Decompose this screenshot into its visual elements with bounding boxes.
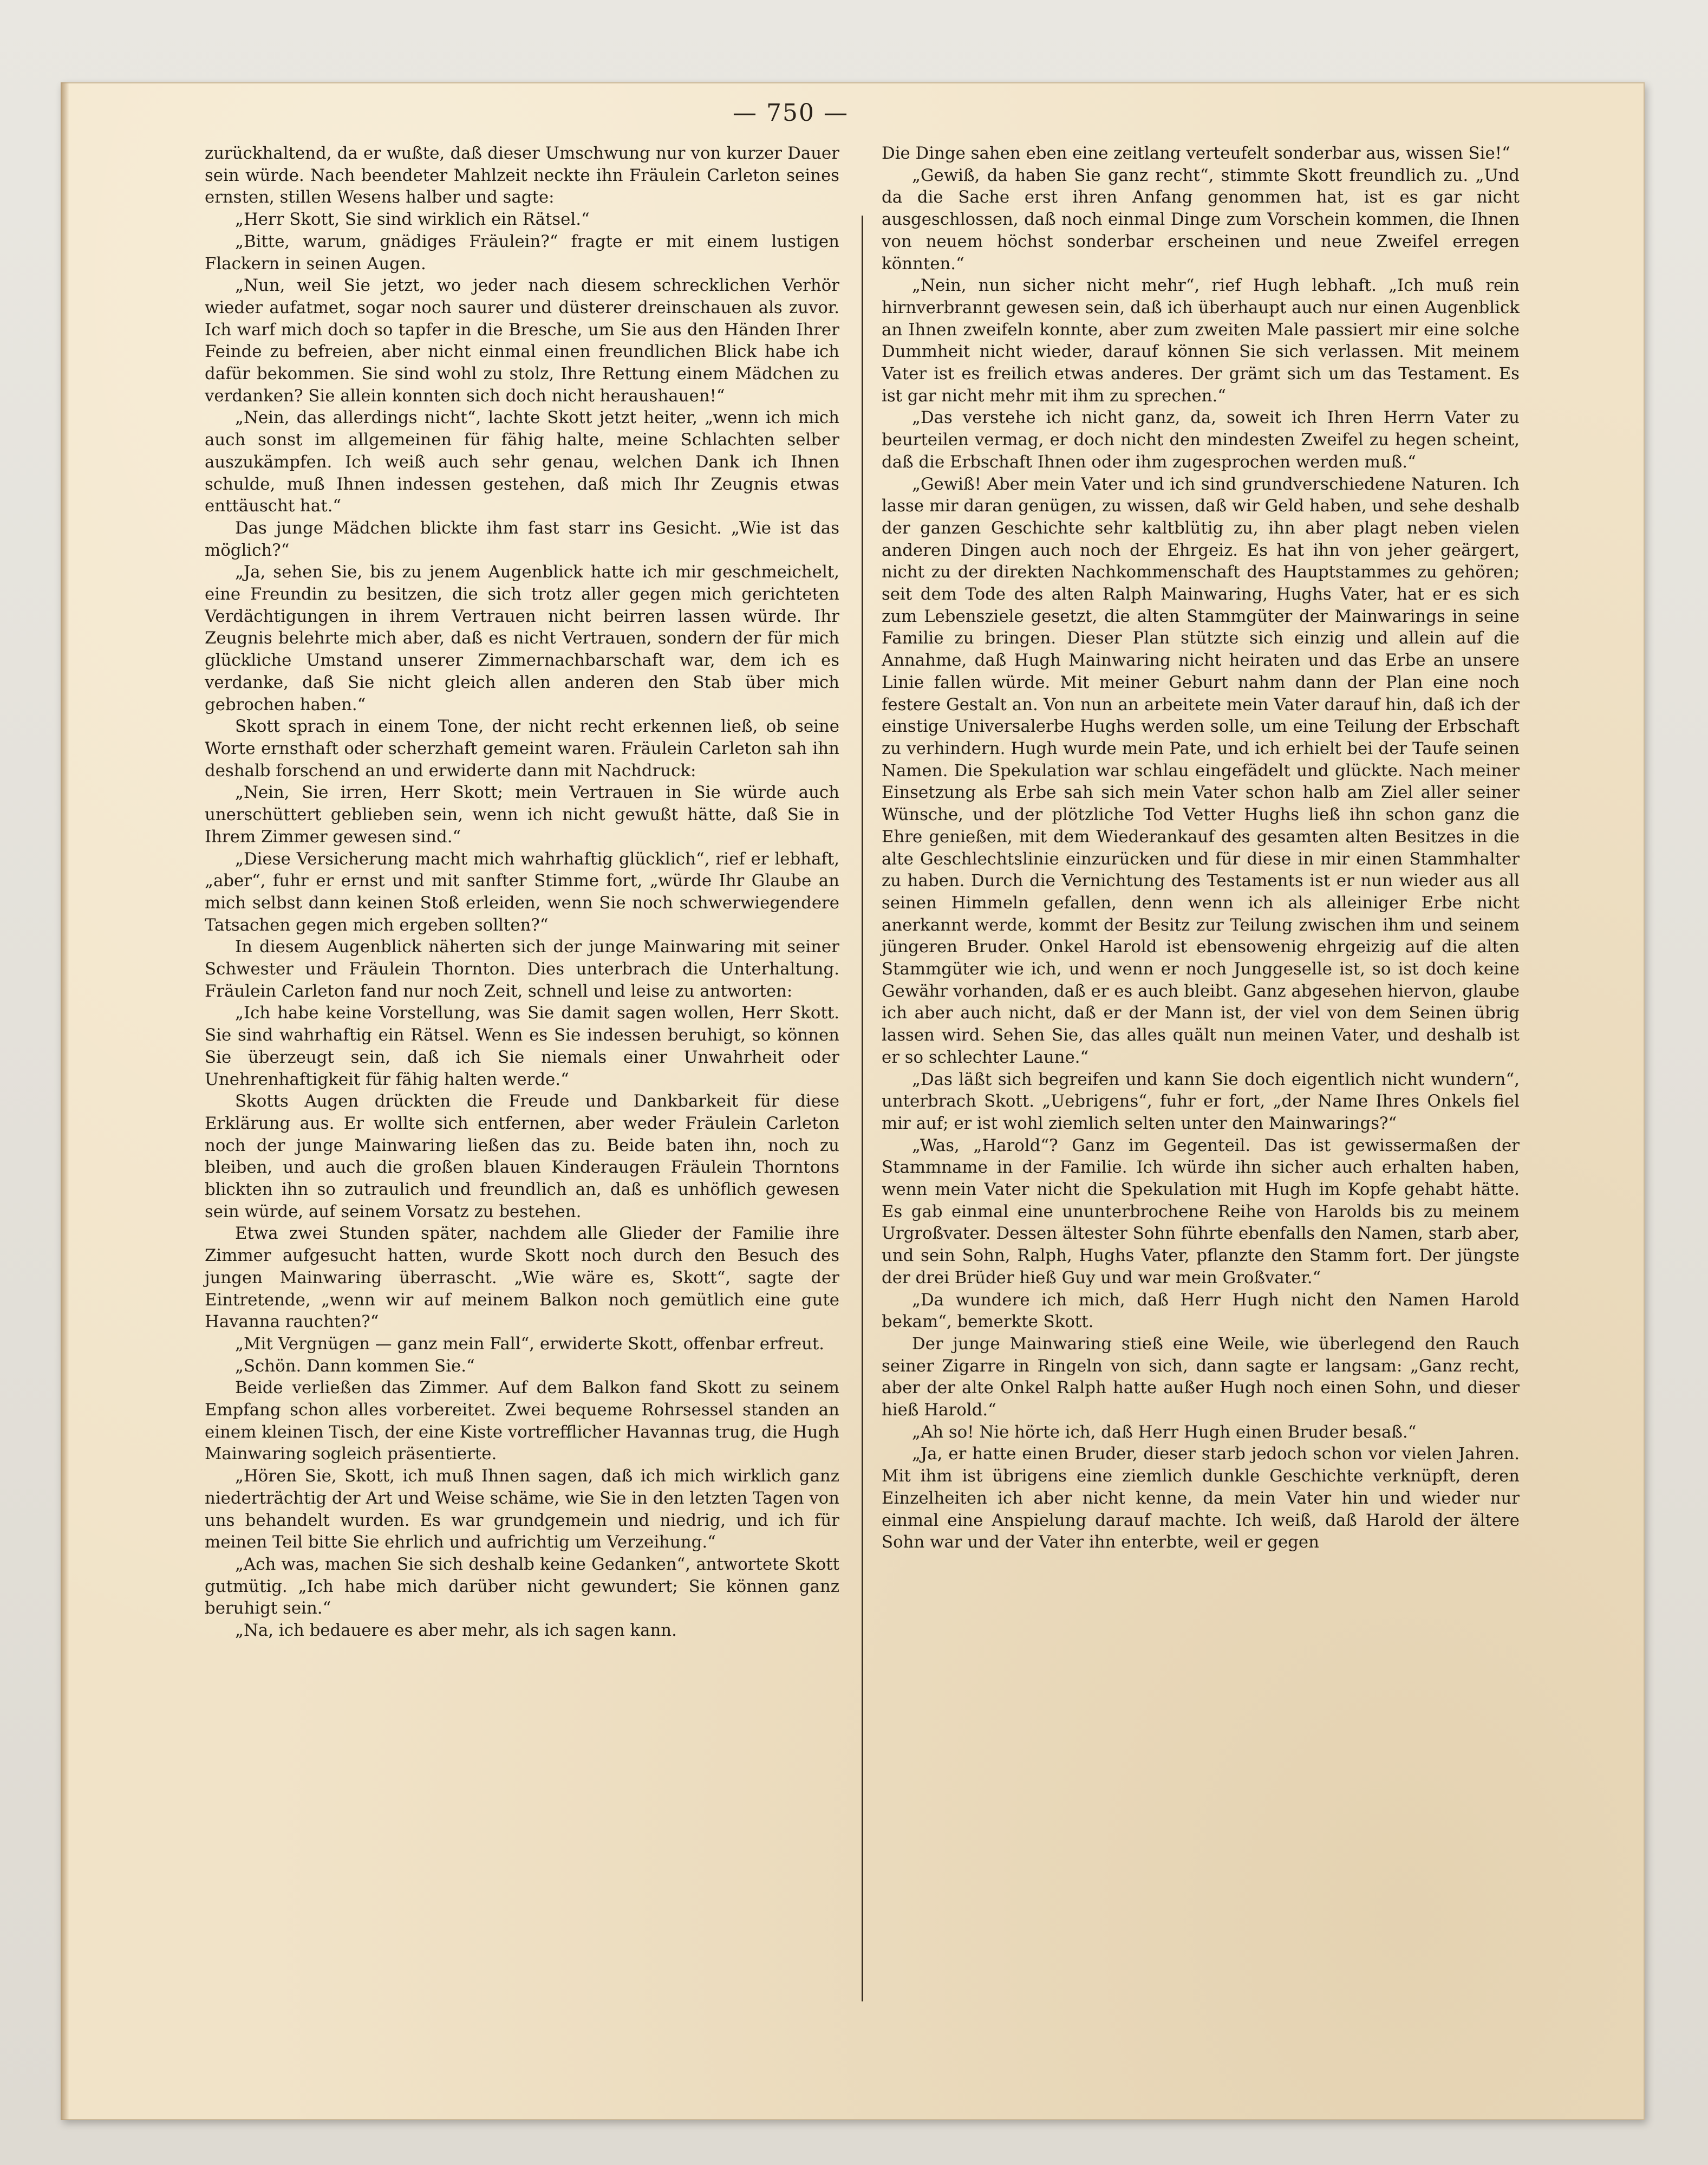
paragraph: „Was, „Harold“? Ganz im Gegenteil. Das ist gewissermaßen der Stammname in der Familie. Ich würde ihn sicher auch erhalten haben, wenn mein Vater nicht die Spekulation mit Hugh im Kopfe gehabt hätte. Es gab einmal eine ununterbrochene Reihe von Harolds bis zu meinem Urgroßvater. Dessen ältester Sohn führte ebenfalls den Namen, starb aber, und sein Sohn, Ralph, Hughs Vater, pflanzte den Stamm fort. Der jüngste der drei Brüder hieß Guy und war mein Großvater.“ (882, 1135, 1520, 1288)
paragraph: „Gewiß, da haben Sie ganz recht“, stimmte Skott freundlich zu. „Und da die Sache erst ihren Anfang genommen hat, ist es gar nicht ausgeschlossen, daß noch einmal Dinge zum Vorschein kommen, die Ihnen von neuem höchst sonderbar erscheinen und neue Zweifel erregen könnten.“ (882, 165, 1520, 274)
paragraph: „Ja, er hatte einen Bruder, dieser starb jedoch schon vor vielen Jahren. Mit ihm ist übrigens eine ziemlich dunkle Geschichte verknüpft, deren Einzelheiten ich aber nicht kenne, da mein Vater hin und wieder nur einmal eine Anspielung darauf machte. Ich weiß, daß Harold der ältere Sohn war und der Vater ihn enterbte, weil er gegen (882, 1444, 1520, 1552)
paragraph: „Ah so! Nie hörte ich, daß Herr Hugh einen Bruder besaß.“ (912, 1422, 1417, 1442)
paragraph: „Schön. Dann kommen Sie.“ (235, 1356, 475, 1376)
paragraph: Etwa zwei Stunden später, nachdem alle Glieder der Familie ihre Zimmer aufgesucht hatten, wurde Skott noch durch den Besuch des jungen Mainwaring überrascht. „Wie wäre es, Skott“, sagte der Eintretende, „wenn wir auf meinem Balkon noch gemütlich eine gute Havanna rauchten?“ (205, 1224, 839, 1332)
paragraph: „Nein, das allerdings nicht“, lachte Skott jetzt heiter, „wenn ich mich auch sonst im allgemeinen für fähig halte, meine Schlachten selber auszukämpfen. Ich weiß auch sehr genau, welchen Dank ich Ihnen schulde, muß Ihnen indessen gestehen, daß mich Ihr Zeugnis etwas enttäuscht hat.“ (205, 408, 839, 516)
page-edge-shadow (61, 82, 69, 2120)
paragraph: „Gewiß! Aber mein Vater und ich sind grundverschiedene Naturen. Ich lasse mir daran genügen, zu wissen, daß wir Geld haben, und sehe deshalb der ganzen Geschichte sehr kaltblütig zu, ihn aber plagt neben vielen anderen Dingen auch noch der Ehrgeiz. Es hat ihn von jeher geärgert, nicht zu der direkten Nachkommenschaft des Hauptstammes zu gehören; seit dem Tode des alten Ralph Mainwaring, Hughs Vater, hat er es sich zum Lebensziele gesetzt, die alten Stammgüter der Mainwarings in seine Familie zu bringen. Dieser Plan stützte sich einzig und allein auf die Annahme, daß Hugh Mainwaring nicht heiraten und das Erbe an unsere Linie fallen würde. Mit meiner Geburt nahm dann der Plan eine noch festere Gestalt an. Von nun an arbeitete mein Vater darauf hin, daß ich der einstige Universalerbe Hughs werden solle, um eine Teilung der Erbschaft zu verhindern. Hugh wurde mein Pate, und ich erhielt bei der Taufe seinen Namen. Die Spekulation war schlau eingefädelt und glückte. Nach meiner Einsetzung als Erbe sah sich mein Vater schon halb am Ziel aller seiner Wünsche, und der plötzliche Tod Vetter Hughs ließ ihn schon ganz die Ehre genießen, mit dem Wiederankauf des gesamten alten Besitzes in die alte Geschlechtslinie einzurücken und für diese in mir einen Stammhalter zu haben. Durch die Vernichtung des Testaments ist er nun wieder aus all seinen Himmeln gefallen, denn wenn ich als alleiniger Erbe nicht anerkannt werde, kommt der Besitz zur Teilung zwischen ihm und seinem jüngeren Bruder. Onkel Harold ist ebensowenig ehrgeizig auf die alten Stammgüter wie ich, und wenn er noch Junggeselle ist, so ist doch keine Gewähr vorhanden, daß er es auch bleibt. Ganz abgesehen hiervon, glaube ich aber auch nicht, daß er der Mann ist, der viel von dem Seinen übrig lassen wird. Sehen Sie, das alles quält nun meinen Vater, und deshalb ist er so schlechter Laune.“ (882, 474, 1520, 1067)
paragraph: „Nein, Sie irren, Herr Skott; mein Vertrauen in Sie würde auch unerschüttert geblieben sein, wenn ich nicht gewußt hätte, daß Sie in Ihrem Zimmer gewesen sind.“ (205, 783, 839, 847)
paragraph: „Ach was, machen Sie sich deshalb keine Gedanken“, antwortete Skott gutmütig. „Ich habe mich darüber nicht gewundert; Sie können ganz beruhigt sein.“ (205, 1555, 839, 1618)
paragraph: „Nein, nun sicher nicht mehr“, rief Hugh lebhaft. „Ich muß rein hirnverbrannt gewesen sein, daß ich überhaupt auch nur einen Augenblick an Ihnen zweifeln konnte, aber zum zweiten Male passiert mir eine solche Dummheit nicht wieder, darauf können Sie sich verlassen. Mit meinem Vater ist es freilich etwas anderes. Der grämt sich um das Testament. Es ist gar nicht mehr mit ihm zu sprechen.“ (882, 276, 1520, 406)
paragraph: Beide verließen das Zimmer. Auf dem Balkon fand Skott zu seinem Empfang schon alles vorbereitet. Zwei bequeme Rohrsessel standen an einem kleinen Tisch, der eine Kiste vortrefflicher Havannas trug, die Hugh Mainwaring sogleich präsentierte. (205, 1378, 839, 1464)
paragraph: „Na, ich bedauere es aber mehr, als ich sagen kann. (235, 1621, 677, 1641)
paragraph: „Herr Skott, Sie sind wirklich ein Rätsel.“ (235, 210, 590, 230)
paragraph: „Bitte, warum, gnädiges Fräulein?“ fragte er mit einem lustigen Flackern in seinen Augen. (205, 231, 839, 274)
paragraph: „Ja, sehen Sie, bis zu jenem Augenblick hatte ich mir geschmeichelt, eine Freundin zu besitzen, die sich trotz aller gegen mich gerichteten Verdächtigungen in ihrem Vertrauen nicht beirren lassen würde. Ihr Zeugnis belehrte mich aber, daß es nicht Vertrauen, sondern der für mich glückliche Umstand unserer Zimmernachbarschaft war, dem ich es verdanke, daß Sie nicht gleich allen anderen den Stab über mich gebrochen haben.“ (205, 562, 839, 714)
paragraph: „Mit Vergnügen — ganz mein Fall“, erwiderte Skott, offenbar erfreut. (235, 1334, 825, 1354)
page-number: — 750 — (733, 99, 849, 127)
paragraph: In diesem Augenblick näherten sich der junge Mainwaring mit seiner Schwester und Fräulein Thornton. Dies unterbrach die Unterhaltung. Fräulein Carleton fand nur noch Zeit, schnell und leise zu antworten: (205, 937, 839, 1001)
right-column (882, 142, 1520, 1553)
paragraph: „Nun, weil Sie jetzt, wo jeder nach diesem schrecklichen Verhör wieder aufatmet, sogar noch saurer und düsterer dreinschauen als zuvor. Ich warf mich doch so tapfer in die Bresche, um Sie aus den Händen Ihrer Feinde zu befreien, aber nicht einmal einen freundlichen Blick habe ich dafür bekommen. Sie sind wohl zu stolz, Ihre Rettung einem Mädchen zu verdanken? Sie allein konnten sich doch nicht heraushauen!“ (205, 276, 839, 406)
paragraph: „Das verstehe ich nicht ganz, da, soweit ich Ihren Herrn Vater zu beurteilen vermag, er doch nicht den mindesten Zweifel zu hegen scheint, daß die Erbschaft Ihnen oder ihm zugesprochen werden muß.“ (882, 408, 1520, 472)
paragraph: „Hören Sie, Skott, ich muß Ihnen sagen, daß ich mich wirklich ganz niederträchtig der Art und Weise schäme, wie Sie in den letzten Tagen von uns behandelt wurden. Es war grundgemein und niedrig, und ich für meinen Teil bitte Sie ehrlich und aufrichtig um Verzeihung.“ (205, 1466, 839, 1552)
paragraph: Skott sprach in einem Tone, der nicht recht erkennen ließ, ob seine Worte ernsthaft oder scherzhaft gemeint waren. Fräulein Carleton sah ihn deshalb forschend an und erwiderte dann mit Nachdruck: (205, 717, 839, 781)
paragraph: „Das läßt sich begreifen und kann Sie doch eigentlich nicht wundern“, unterbrach Skott. „Uebrigens“, fuhr er fort, „der Name Ihres Onkels fiel mir auf; er ist wohl ziemlich selten unter den Mainwarings?“ (882, 1069, 1520, 1133)
paragraph: „Ich habe keine Vorstellung, was Sie damit sagen wollen, Herr Skott. Sie sind wahrhaftig ein Rätsel. Wenn es Sie indessen beruhigt, so können Sie überzeugt sein, daß ich Sie niemals einer Unwahrheit oder Unehrenhaftigkeit für fähig halten werde.“ (205, 1003, 839, 1089)
paragraph: „Diese Versicherung macht mich wahrhaftig glücklich“, rief er lebhaft, „aber“, fuhr er ernst und mit sanfter Stimme fort, „würde Ihr Glaube an mich selbst dann keinen Stoß erleiden, wenn Sie noch schwerwiegendere Tatsachen gegen mich ergeben sollten?“ (205, 849, 839, 935)
paragraph: zurückhaltend, da er wußte, daß dieser Umschwung nur von kurzer Dauer sein würde. Nach beendeter Mahlzeit neckte ihn Fräulein Carleton seines ernsten, stillen Wesens halber und sagte: (205, 144, 839, 207)
column-divider (862, 216, 863, 2001)
left-column (205, 142, 839, 1642)
paragraph: Der junge Mainwaring stieß eine Weile, wie überlegend den Rauch seiner Zigarre in Ringeln von sich, dann sagte er langsam: „Ganz recht, aber der alte Onkel Ralph hatte außer Hugh noch einen Sohn, und dieser hieß Harold.“ (882, 1334, 1520, 1420)
paragraph: Das junge Mädchen blickte ihm fast starr ins Gesicht. „Wie ist das möglich?“ (205, 518, 839, 560)
paragraph: Skotts Augen drückten die Freude und Dankbarkeit für diese Erklärung aus. Er wollte sich entfernen, aber weder Fräulein Carleton noch der junge Mainwaring ließen das zu. Beide baten ihn, noch zu bleiben, und auch die großen blauen Kinderaugen Fräulein Thorntons blickten ihn so zutraulich und freundlich an, daß es unhöflich gewesen sein würde, auf seinem Vorsatz zu bestehen. (205, 1091, 839, 1221)
paragraph: „Da wundere ich mich, daß Herr Hugh nicht den Namen Harold bekam“, bemerkte Skott. (882, 1290, 1520, 1332)
paragraph: Die Dinge sahen eben eine zeitlang verteufelt sonderbar aus, wissen Sie!“ (882, 144, 1510, 163)
